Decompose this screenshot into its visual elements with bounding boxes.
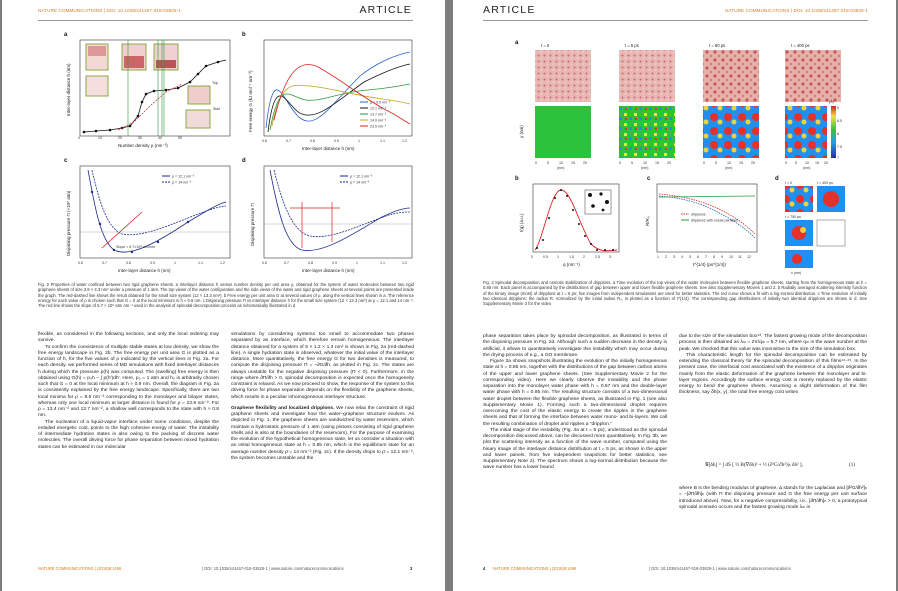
header-rule (483, 20, 868, 21)
right-column-1: phase separation takes place by spinodal decomposition, as illustrated in terms of the disjoining pressure in Fig. 2d. Although such a sudden decrease in the density is artificial, it allows to quantitatively investigate this instability which may occur during the drying process of e.g., a GO membrane. Figure 3a shows snapshots illustrating the evolution of the initially homogeneous state at h = 0.85 nm, together with the distributions of the gap between carbon atoms of the upper and lower graphene sheets. (See Supplementary Movie 2 for the corresponding video). Here we clearly observe the instability and the phase separation into the monolayer water phase with h = 0.67 nm and the double-layer water phase with h = 0.95 nm. The resulting structure consists of a two-dimensional water droplet between the flexible graphene sheets, as illustrated in Fig. 1 (see also Supplementary Movie 1). Forming such a two-dimensional droplet requires overcoming the cost of the elastic energy to create the ripples in the graphene sheets and that of forming the interface between water mono- and bi-layers. We call the resulting combination of droplet and ripples a “dripplon.” The initial stage of the instability (Fig. 3a at t = 5 ps), understood as the spinodal decomposition discussed above, can be discussed more quantitatively. In Fig. 3b, we plot the scattering intensity as a function of the wave number, computed using the binary image of the interlayer distance distribution at t = 5 ps, as shown in the upper and lower panels, from five independent snapshots for better statistics, see Supplementary Note 2). The spectrum shows a log-normal distribution because the wave number has a lower bound (483, 334, 667, 471)
svg-text:t = 0: t = 0 (541, 43, 550, 48)
svg-text:5: 5 (631, 161, 633, 165)
fig2b-graph (240, 36, 418, 156)
footer-doi: | DOI: 10.1038/s41467-018-03829-1 | www.nature.com/naturecommunications (649, 566, 791, 571)
svg-text:1: 1 (174, 261, 176, 265)
fig2c-legend (162, 175, 195, 185)
fig3c-label: c (647, 176, 651, 182)
fig2b-legend (360, 101, 391, 129)
svg-text:1: 1 (657, 255, 659, 259)
svg-text:0.7: 0.7 (102, 261, 107, 265)
svg-text:20: 20 (118, 136, 122, 140)
svg-text:15: 15 (571, 161, 575, 165)
svg-text:1: 1 (557, 255, 559, 259)
svg-text:9: 9 (837, 106, 839, 110)
svg-text:t = 400 ps: t = 400 ps (791, 43, 810, 48)
fig3c-graph (641, 180, 759, 272)
fig3-caption: Fig. 3 Spinodal decomposition and osmotic stabilization of dripplons. a Time evolution of the top views of the water molecules between flexible graphene sheets, starting from the homogeneous state at h = 0.85 nm. Each panel is accompanied by the distributions of gap between upper and lower flexible graphene sheets. See also Supplementary Movies 1 and 2. b Radially averaged scattering intensity function of the binary image (most) of dripplons at t = 5 ps; five images from independent simulations are used for better statistics. The red curve shows a fit with a log-normal distribution. c Time evolution of initially two identical dripplons; the radius R, normalized by the initial radius R₀, is plotted as a function of t^{1/4}. The corresponding gap distributions of initially two identical dripplons are shown in d. See Supplementary Movie 3 for the video (483, 280, 867, 307)
svg-text:7.5: 7.5 (837, 145, 842, 149)
svg-text:13.7 nm⁻³: 13.7 nm⁻³ (370, 112, 387, 117)
svg-text:10: 10 (805, 161, 809, 165)
svg-text:5: 5 (689, 255, 691, 259)
svg-text:(nm): (nm) (803, 166, 811, 170)
svg-text:12: 12 (747, 255, 751, 259)
svg-text:0: 0 (785, 161, 787, 165)
fig2c-ylabel: Disjoining pressure Π (×10⁸ atm) (66, 190, 71, 256)
fig3c-ylabel: R/R₀ (645, 216, 650, 226)
fig3b-xlabel: q (nm⁻¹) (563, 262, 580, 267)
fig3a-label: a (515, 40, 519, 46)
svg-text:1.5: 1.5 (569, 255, 574, 259)
annot-top: Top (212, 81, 218, 85)
svg-text:0.8: 0.8 (308, 261, 313, 265)
svg-text:20: 20 (824, 161, 828, 165)
svg-text:5: 5 (795, 161, 797, 165)
right-column-2-continued: where B is the bending modulus of graphene, Δ stands for the Laplacian and [∂²G/∂h²]ₕ = −[∂Π/∂h]ₕ (with Π the disjoining pressure and G the free energy per unit surface introduced above). Now, for a negative compressibility, i.e., [∂Π/∂h]ₕ > 0, a prototypical spinodal scenario occurs and the fastest growing mode λₘ is (679, 486, 867, 510)
svg-text:1.1: 1.1 (380, 261, 385, 265)
svg-text:10: 10 (727, 161, 731, 165)
svg-text:(nm): (nm) (725, 166, 733, 170)
svg-text:11: 11 (738, 255, 742, 259)
panel-d-label: d (242, 158, 246, 164)
footer-doi: | DOI: 10.1038/s41467-018-03829-1 | www.nature.com/naturecommunications (202, 566, 344, 571)
svg-text:15: 15 (655, 161, 659, 165)
fig2c-graph (58, 162, 236, 276)
svg-text:9: 9 (721, 255, 723, 259)
svg-text:0.6: 0.6 (262, 261, 267, 265)
svg-text:20: 20 (751, 161, 755, 165)
left-column-2: simulations by considering systems too small to accommodate two phases separated by an interface, which therefore remain homogeneous. The interlayer distance obtained for a system of 5 × 1.2 × 1.3 nm² is shown in Fig. 2a (red-dashed line). A single hydration state is observed, whatever the initial value of the interlayer distance. More quantitatively, the free energy G for two densities is measured, to compute the disjoining pressure Π = −∂G/∂h, as plotted in Fig. 2c. The states are always unstable for the negative disjoining pressure (Π < 0). Furthermore, in the range where ∂Π/∂h > 0, spinodal decomposition is expected once the homogeneity constraint is relaxed. As we now proceed to show, the response of the system to this driving force for phase separation depends on the flexibility of the graphene sheets, which results in a peculiar inhomogeneous interlayer structure. Graphene flexibility and localized dripplons. We now relax the constraint of rigid graphene sheets and investigate how the water–graphene structure evolves. As depicted in Fig. 1, the graphene sheets are sandwiched by water reservoirs, which maintain a hydrostatic pressure of 1 atm (using pistons consisting of rigid graphene shells and is also at the boundaries of the reservoirs). For the purpose of examining the evolution of the hypothetical homogeneous state, let us consider a situation with an initial homogeneous state at h = 0.85 nm, which is the equilibrium state for an average number density ρ̄ = 14 nm⁻² (Fig. 2c). If the density drops to ρ̄ = 12.1 nm⁻², the system becomes unstable and the (231, 332, 415, 461)
svg-text:10: 10 (643, 161, 647, 165)
fig2c-xlabel: Inter-layer distance h (nm) (118, 268, 171, 273)
svg-text:5: 5 (547, 161, 549, 165)
page-number: 3 (410, 566, 413, 571)
footer-journal: NATURE COMMUNICATIONS | (2018)9:1496 (38, 566, 122, 571)
svg-text:8.5: 8.5 (837, 119, 842, 123)
section-heading: Graphene flexibility and localized dripplons. (231, 405, 335, 411)
svg-text:15: 15 (815, 161, 819, 165)
svg-text:0: 0 (531, 255, 533, 259)
svg-text:0.6: 0.6 (262, 139, 267, 143)
slope-annotation: Slope = 5.7×10⁸ atm/nm (116, 245, 155, 249)
header-rule (38, 20, 413, 21)
svg-text:30: 30 (138, 136, 142, 140)
panel-b-label: b (242, 32, 246, 38)
svg-text:7: 7 (837, 156, 839, 160)
svg-text:6: 6 (697, 255, 699, 259)
svg-text:2: 2 (583, 255, 585, 259)
svg-text:t = 5 ps: t = 5 ps (625, 43, 639, 48)
article-label: ARTICLE (483, 4, 536, 16)
page-4 (453, 0, 896, 591)
svg-text:0: 0 (703, 161, 705, 165)
fig3d-label: d (775, 176, 779, 182)
svg-text:dripplons: dripplons (691, 212, 706, 217)
fig2d-legend (340, 175, 373, 185)
panel-c-label: c (64, 158, 68, 164)
svg-text:t = 0: t = 0 (785, 181, 793, 185)
running-header: NATURE COMMUNICATIONS | DOI: 10.1038/s41467-018-03829-1 (38, 8, 181, 13)
svg-text:dripplons with solute particle: dripplons with solute particles (691, 218, 738, 223)
equation-1: 𝒢[δh] = ∫ dS [ ½ B(∇δh)² + ½ (∂²G/∂h²)|ₕ δh² ], (705, 462, 803, 468)
svg-text:40: 40 (158, 136, 162, 140)
svg-text:0.6: 0.6 (78, 261, 83, 265)
svg-text:1.1: 1.1 (380, 139, 385, 143)
svg-text:t = 750 ps: t = 750 ps (785, 215, 801, 219)
right-column-2: due to the size of the simulation box⁴³. The fastest growing mode of the decomposition process is then obtained as λₘ = 2π/qₘ = 5.7 nm, where qₘ is the wave number at the peak. We checked that this value was insensitive to the size of the simulation box. This characteristic length for the spinodal decomposition can be estimated by extending the classical theory for the spinodal decomposition of thin films⁴⁴·⁴⁵. In the present case, the interfacial cost associated with the existence of a dripplon originates mainly from the elastic deformation of the graphene between the monolayer and bi-layer regions. Accordingly the surface energy cost is merely replaced by the elastic energy to bend the graphene sheets. Assuming a slight deformation of the film thickness, say δh(x, y), the total free energy cost writes (679, 334, 867, 396)
svg-text:t = 400 ps: t = 400 ps (817, 181, 833, 185)
fig3d-figure (781, 180, 851, 276)
svg-text:2.5: 2.5 (595, 255, 600, 259)
equation-number: (1) (849, 462, 856, 468)
svg-text:0: 0 (619, 161, 621, 165)
svg-text:12.1 nm⁻³: 12.1 nm⁻³ (370, 106, 387, 111)
fig3b-ylabel: I(q) (a.u.) (519, 213, 524, 232)
svg-text:1.1: 1.1 (198, 261, 203, 265)
svg-text:2: 2 (665, 255, 667, 259)
svg-text:ρ = 14 nm⁻³: ρ = 14 nm⁻³ (350, 180, 370, 185)
svg-text:ρ = 12.1 nm⁻³: ρ = 12.1 nm⁻³ (172, 174, 195, 179)
fig3a-ylabel: y (nm) (519, 125, 524, 138)
svg-text:23.9 nm⁻³: 23.9 nm⁻³ (370, 124, 387, 129)
svg-text:ρ = 12.1 nm⁻³: ρ = 12.1 nm⁻³ (350, 174, 373, 179)
fig2b-xlabel: Inter-layer distance h (nm) (302, 146, 355, 151)
svg-text:ρ = 9.5 nm⁻³: ρ = 9.5 nm⁻³ (370, 100, 391, 105)
svg-text:1: 1 (358, 139, 360, 143)
fig2d-xlabel: Inter-layer distance h (nm) (302, 268, 355, 273)
fig3c-xlabel: t^{1/4} (ps^{1/4}) (693, 262, 726, 267)
fig2b-ylabel: Free energy G (kJ mol⁻¹ nm⁻²) (248, 70, 253, 132)
fig3b-graph (513, 180, 623, 272)
inset-snapshots (86, 44, 210, 128)
svg-text:0.7: 0.7 (284, 261, 289, 265)
svg-text:t = 80 ps: t = 80 ps (709, 43, 726, 48)
svg-text:0.9: 0.9 (150, 261, 155, 265)
fig2d-graph (240, 162, 418, 276)
article-label: ARTICLE (359, 4, 412, 16)
fig2a-xlabel: Number density ρ (nm⁻³) (118, 143, 168, 148)
svg-text:10: 10 (559, 161, 563, 165)
svg-text:10: 10 (729, 255, 733, 259)
svg-text:0.8: 0.8 (126, 261, 131, 265)
svg-text:0.7: 0.7 (286, 139, 291, 143)
left-column-1: flexible, as considered in the following sections, and only the local ordering may survive. To confirm the coexistence of multiple stable states at low density, we show the free energy landscape in Fig. 2b. The free energy per unit area G is plotted as a function of h, for the five values of ρ indicated by the vertical lines in Fig. 2a. For each density, we performed series of MD simulations with fixed interlayer distances h during which the pressure p(h) was computed. The (swelling) free energy is then obtained using G(h) = p₀h − ∫ p(h′)dh′. Here, p₀ = 1 atm and h₀ is arbitrarily chosen such that G = 0 at the local minimum at h ≈ 0.9 nm. Overall, the diagram in Fig. 2a is consistently explained by the free energy landscape. Specifically, there are two local minima for ρ = 9.5 nm⁻² corresponding to the monolayer and bilayer states, whereas only one local minimum at larger distance is found for ρ = 23.9 nm⁻². For ρ = 13.4 nm⁻² and 13.7 nm⁻², a shallow well corresponds to the state with h ≈ 0.8 nm. The nucleation of a liquid-vapor interface under some conditions, despite the entailed energetic cost, points to the high cohesive energy of water. The instability of intermediate hydration states is also owing to the packing of discrete water molecules. The overall driving force for phase separation between mixed hydration states can be estimated in our molecular (38, 332, 219, 450)
svg-text:20: 20 (667, 161, 671, 165)
page-3 (2, 0, 445, 591)
svg-text:1: 1 (356, 261, 358, 265)
svg-text:8: 8 (713, 255, 715, 259)
svg-text:1.2: 1.2 (402, 139, 407, 143)
fig3b-label: b (515, 176, 519, 182)
svg-text:0.9: 0.9 (334, 139, 339, 143)
svg-text:4: 4 (681, 255, 683, 259)
page-number: 4 (483, 566, 486, 571)
svg-text:0.8: 0.8 (310, 139, 315, 143)
svg-text:8: 8 (837, 132, 839, 136)
svg-text:x (nm): x (nm) (791, 271, 802, 275)
fig2a-ylabel: Inter-layer distance h (nm) (66, 63, 71, 116)
fig2d-ylabel: Disjoining pressure Π (250, 203, 255, 246)
svg-text:15: 15 (739, 161, 743, 165)
fig3a-figure (513, 42, 843, 170)
svg-text:1.2: 1.2 (220, 261, 225, 265)
svg-text:0.9: 0.9 (332, 261, 337, 265)
panel-a-label: a (64, 32, 68, 38)
svg-text:0: 0 (78, 136, 80, 140)
fig2a-graph (58, 36, 236, 156)
svg-text:20: 20 (583, 161, 587, 165)
svg-text:ρ = 14 nm⁻³: ρ = 14 nm⁻³ (172, 180, 192, 185)
svg-text:7: 7 (705, 255, 707, 259)
svg-text:14.0 nm⁻³: 14.0 nm⁻³ (370, 118, 387, 123)
svg-text:0: 0 (535, 161, 537, 165)
svg-text:(nm): (nm) (641, 166, 649, 170)
svg-text:(Å): (Å) (829, 100, 834, 104)
footer-journal: NATURE COMMUNICATIONS | (2018)9:1496 (493, 566, 577, 571)
svg-text:3: 3 (609, 255, 611, 259)
annot-side: Side (213, 107, 221, 111)
svg-text:1.2: 1.2 (402, 261, 407, 265)
svg-text:(nm): (nm) (557, 166, 565, 170)
svg-text:3: 3 (673, 255, 675, 259)
fig2-caption: Fig. 2 Properties of water confined between two rigid graphene sheets. a Interlayer distance h versus number density per unit area ρ, obtained for the system of water molecules between two rigid graphene sheets of size 3.9 × 4.3 nm² under a pressure of 1 atm. The top views of the water configuration and the side views of the water and rigid graphene sheets at several points are presented inside the graph. The red-dashed line shows the result obtained for the small size system (12 × 13.3 nm²). b Free energy per unit area G at several values of ρ, along the vertical lines shown in a. The reference energy for each value of ρ is chosen such that G = 0 at the local minimum in h ≈ 0.9 nm. c Disjoining pressure Π vs interlayer distance h for the small size system (12 × 13.3 nm²) at ρ = 12.1 and 14 nm⁻². The red line shows the slope of 5.7 × 10⁸ atm nm⁻¹ used in the analysis of spinodal decomposition process as schematically illustrated in d (38, 282, 414, 309)
running-header: NATURE COMMUNICATIONS | DOI: 10.1038/s41467-018-03829-1 (725, 8, 868, 13)
fig3c-legend (681, 213, 738, 223)
svg-text:0.5: 0.5 (543, 255, 548, 259)
svg-text:5: 5 (715, 161, 717, 165)
svg-text:50: 50 (178, 136, 182, 140)
svg-text:10: 10 (98, 136, 102, 140)
